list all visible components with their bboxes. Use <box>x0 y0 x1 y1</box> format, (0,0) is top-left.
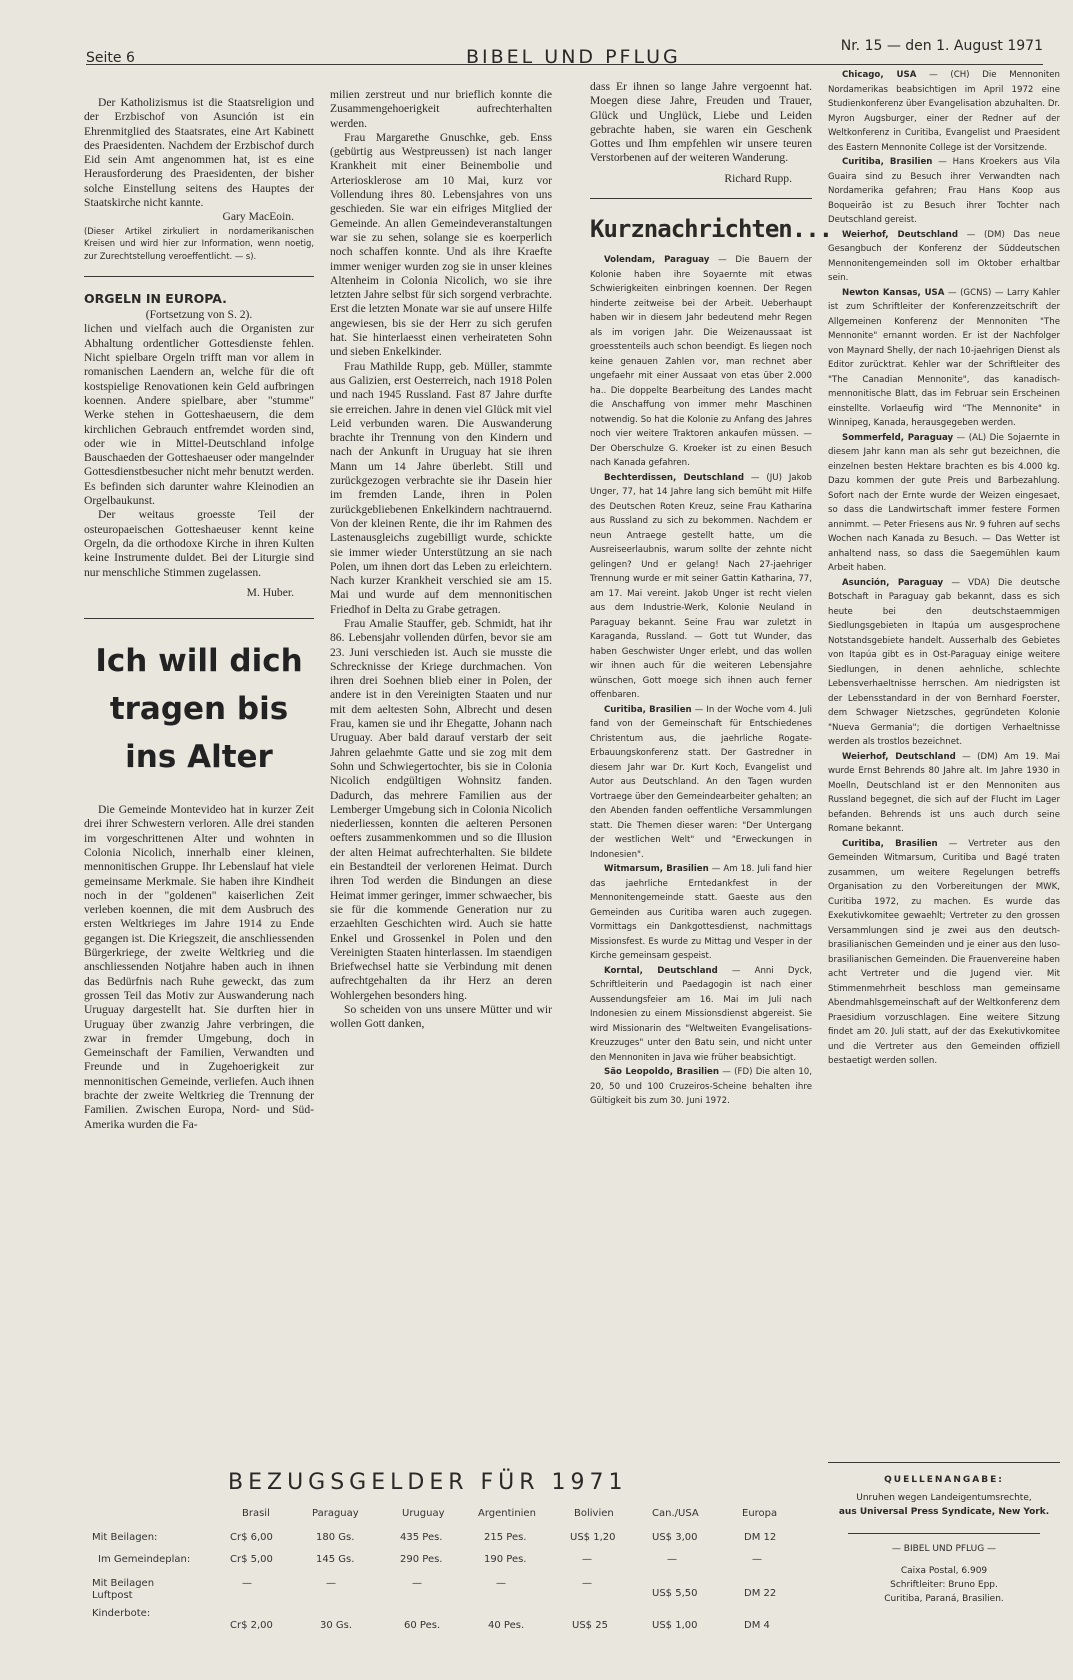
news-dateline: Weierhof, Deutschland <box>842 229 959 240</box>
divider <box>84 276 314 277</box>
headline <box>84 637 314 781</box>
article-signature: Gary MacEoin. <box>222 210 294 224</box>
fees-cell: Cr$ 2,00 <box>230 1620 273 1631</box>
news-dateline: Witmarsum, Brasilien <box>604 864 709 875</box>
news-dateline: Curitiba, Brasilien <box>842 157 933 167</box>
divider <box>590 198 812 199</box>
news-dateline: Bechterdissen, Deutschland <box>604 472 744 483</box>
fees-col-header: Can./USA <box>652 1508 699 1519</box>
fees-col-header: Paraguay <box>312 1508 359 1519</box>
news-item: São Leopoldo, Brasilien — (FD) Die alten 10, 20, 50 und 100 Cruzeiros-Scheine behalten ihre Gültigkeit bis zum 30. Juni 1972. <box>590 1067 812 1107</box>
fees-cell: US$ 25 <box>572 1620 608 1631</box>
fees-row-label: Kinderbote: <box>92 1608 151 1619</box>
news-item: Asunción, Paraguay — VDA) Die deutsche Botschaft in Paraguay gab bekannt, dass es sich heute bei den deutschstaemmigen Siedlungsgebieten in Itapúa um ausgesprochene Notstandsgebiete handelt. Ausserhalb des Gebietes von Itapúa gibt es in Ost-Paraguay einige weitere Siedlungen, in denen aehnliche, schlechte Lebensverhaeltnisse herrschen. Am niedrigsten ist der Lebensstandard in der von Bernhard Foerster, dem Schwager Nietzsches, gegründeten Kolonie "Nueva Germania"; die dortigen Verhaeltnisse werden als trostlos bezeichnet. <box>828 577 1060 747</box>
news-dateline: Curitiba, Brasilien <box>604 704 692 715</box>
article-text: So scheiden von uns unsere Mütter und wir wollen Gott danken, <box>330 1003 552 1031</box>
fees-col-header: Argentinien <box>478 1508 536 1519</box>
fees-cell: 435 Pes. <box>400 1532 443 1543</box>
news-item: Korntal, Deutschland — Anni Dyck, Schriftleiterin und Paedagogin ist nach einer Aussendungsfeier am 16. Mai im Juli nach Indonesien zu einem Missionsdienst abgereist. Sie wird Missionarin des "Weltweiten Evangelisations-Kreuzzuges" unter den Batu sein, und nicht unter den Mennoniten in Java wie früher beabsichtigt. <box>590 965 812 1063</box>
news-item: Witmarsum, Brasilien — Am 18. Juli fand hier das jaehrliche Erntedankfest in der Mennonitengemeinde statt. Gaeste aus den Gemeinden aus Curitiba waren auch zugegen. Vormittags ein Dankgottesdienst, nachmittags Missionsfest. Es wurde zu Mittag und Vesper in der Kirche gemeinsam gespeist. <box>590 864 812 962</box>
news-dateline: Volendam, Paraguay <box>604 255 710 266</box>
fees-col-header: Europa <box>742 1508 778 1519</box>
column-2 <box>330 88 552 1032</box>
article-signature: M. Huber. <box>246 585 294 599</box>
news-item: Curitiba, Brasilien — In der Woche vom 4. Juli fand von der Gemeinschaft für Entschiedenes Christentum aus, die jaehrliche Rogate-Erbauungskonferenz statt. Der Gastredner in diesem Jahr war Dr. Kurt Koch, Evangelist und Autor aus Deutschland. An den Tagen wurden Vortraege über den Gemeindearbeiter gehalten; an den Abenden fanden oeffentliche Versammlungen statt. Die Themen dieser waren: "Der Untergang der westlichen Welt" und "Erweckungen in Indonesien". <box>590 704 813 860</box>
news-dateline: Curitiba, Brasilien <box>842 838 938 849</box>
news-dateline: São Leopoldo, Brasilien <box>604 1067 719 1078</box>
fees-cell: US$ 1,00 <box>652 1620 698 1631</box>
fees-cell: — <box>582 1578 592 1589</box>
fees-cell: — <box>667 1554 677 1565</box>
page-number: Seite 6 <box>86 50 135 66</box>
fees-cell: US$ 1,20 <box>570 1532 616 1543</box>
article-text: Der weitaus groesste Teil der osteuropaeischen Gotteshaeuser kennt keine Orgeln, da die orthodoxe Kirche in ihren Kulten keine Instrumente duldet. Bei der Liturgie sind nur menschliche Stimmen zugelassen. <box>84 508 314 579</box>
source-text: aus Universal Press Syndicate, New York. <box>838 1507 1050 1517</box>
publisher-name: — BIBEL UND PFLUG — <box>891 1544 997 1554</box>
news-item: Chicago, USA — (CH) Die Mennoniten Nordamerikas beabsichtigen im April 1972 eine Studienkonferenz über Evangelisation abzuhalten. Dr. Myron Augsburger, einer der Redner auf der Weltkonferenz in Curitiba, Evangelist und Praesident des Eastern Mennonite College ist der Vorsitzende. <box>828 70 1060 153</box>
publisher-address: Caixa Postal, 6.909 <box>900 1566 988 1576</box>
section-heading: ORGELN IN EUROPA. <box>84 291 227 307</box>
news-item: Sommerfeld, Paraguay — (AL) Die Sojaernte in diesem Jahr kann man als sehr gut bezeichnen, die einzelnen besten Hektare brachten es bis 4.000 kg. Dazu kommen der gute Preis und Barbezahlung. Sofort nach der Ernte wurde der Weizen eingesaet, so dass die Landwirtschaft immer festere Formen annimmt. — Peter Friesens aus Nr. 9 fuhren auf sechs Wochen nach Kanada zu Besuch. — Das Wetter ist anhaltend nass, so dass die Saegemühlen kaum Arbeit haben. <box>828 432 1060 573</box>
header-rule <box>86 64 1043 65</box>
divider <box>828 1462 1060 1463</box>
news-dateline: Sommerfeld, Paraguay <box>842 432 954 443</box>
news-item: Volendam, Paraguay — Die Bauern der Kolonie haben ihre Soyaernte mit etwas Schwierigkeiten einbringen koennen. Der Regen hinderte zeitweise bei der Arbeit. Ueberhaupt haben wir in diesem Jahr bedeutend mehr Regen als im vorigen Jahr. Die Weizenaussaat ist groesstenteils auch schon beendigt. Es liegen noch keine genauen Zahlen vor, man rechnet aber ungefaehr mit einer Aussaat von etas über 2.000 ha.. Die doppelte Bearbeitung des Landes macht die Anschaffung von immer mehr Maschinen notwendig. So hat die Kolonie zu Anfang des Jahres noch vier weitere Traktoren ankaufen müssen. — Der Oberschulze G. Kroeker ist zu einen Besuch nach Kanada gefahren. <box>590 255 813 469</box>
fees-cell: 290 Pes. <box>400 1554 443 1565</box>
article-note: (Dieser Artikel zirkuliert in nordamerikanischen Kreisen und wird hier zur Information, wenn noetig, zur Zurechtstellung veroeffentlicht. — s). <box>84 225 314 261</box>
article-text: Die Gemeinde Montevideo hat in kurzer Zeit drei ihrer Schwestern verloren. Alle drei standen im vorgeschrittenen Alter und wohnten in Colonia Nicolich, innerhalb einer kleinen, mennonitischen Gruppe. Ihr Lebenslauf hat viele gemeinsame Merkmale. Sie haben ihre Kindheit noch in der "goldenen" kaiserlichen Zeit verleben koennen, die mit dem Ausbruch des ersten Weltkrieges im Jahre 1914 zu Ende gegangen ist. Die Kriegszeit, die anschliessenden Bürgerkriege, der zweite Weltkrieg und die anschliessenden Notjahre haben auch in ihnen das Bedürfnis nach Ruhe geweckt, das zum grossen Teil das Motiv zur Auswanderung nach Uruguay dargestellt hat. Sie durften hier in Uruguay über zwanzig Jahre verbringen, die zwar in fremder Umgebung, doch in Gemeinschaft der Familien, Verwandten und Freunde und in Zugehoerigkeit zur mennonitischen Gemeinde, verliefen. Auch ihnen brachte der zweite Weltkrieg die Trennung der Familien. Zwischen Europa, Nord- und Süd-Amerika wurden die Fa- <box>84 803 314 1131</box>
fees-cell: 145 Gs. <box>316 1554 355 1565</box>
news-item: Weierhof, Deutschland — (DM) Am 19. Mai wurde Ernst Behrends 80 Jahre alt. Im Jahre 1930 in Moelln, Deutschland ist er den Mennoniten aus Russland begegnet, die sich auf der Flucht im Lager befanden. Behrends ist uns auch durch seine Romane bekannt. <box>828 751 1060 834</box>
news-dateline: Asunción, Paraguay <box>842 577 944 588</box>
fees-cell: 30 Gs. <box>320 1620 353 1631</box>
fees-cell: — <box>582 1554 592 1565</box>
fees-cell: — <box>752 1554 762 1565</box>
article-text: Frau Amalie Stauffer, geb. Schmidt, hat ihr 86. Lebensjahr vollenden dürfen, bevor sie am 23. Juni verschieden ist. Auch sie musste die Schrecknisse der Kriege durchmachen. Von ihren drei Soehnen blieb einer in Polen, der andere ist in den Vereinigten Staaten und nur mit dem aeltesten Sohn, Albrecht und desen Frau, kamen sie und ihr Ehegatte, Johann nach Uruguay. Aber bald darauf verstarb der seit Jahren gelaehmte Gatte und sie zog mit dem Sohn und Schwiegertochter, bis sie in Colonia Nicolich endgültigen Wohnsitz fanden. Dadurch, das mehrere Familien aus der Lemberger Umgebung sich in Colonia Nicolich niederliessen, konnten die aelteren Personen oefters zusammenkommen und so die Illusion der alten Heimat aufrechterhalten. Sie bildete ein Bestandteil der verlorenen Heimat. Durch ihren Tod werden die Bindungen an diese Heimat immer geringer, immer schwaecher, bis sie für die kommende Generation nur zu erzaehlten Geschichten wird. Auch sie hatte Enkel und Grossenkel in Polen und den Vereinigten Staaten hinterlassen. Im staendigen Briefwechsel hatte sie Verbindung mit denen aufrechtgehalten da ihr Herz an deren Wohlergehen besonders hing. <box>330 616 552 1002</box>
article-signature: Richard Rupp. <box>724 171 792 185</box>
headline-line: ins Alter <box>125 739 273 776</box>
headline-line: tragen bis <box>109 691 289 728</box>
fees-row-label: Mit Beilagen Luftpost <box>92 1578 155 1601</box>
divider <box>848 1533 1040 1534</box>
fees-col-header: Bolivien <box>574 1508 614 1519</box>
fees-cell: Cr$ 6,00 <box>230 1532 273 1543</box>
fees-row-label: Im Gemeindeplan: <box>98 1554 191 1565</box>
fees-cell: DM 4 <box>744 1620 770 1631</box>
fees-cell: US$ 3,00 <box>652 1532 698 1543</box>
article-text: Frau Margarethe Gnuschke, geb. Enss (gebürtig aus Westpreussen) ist nach langer Krankheit mit einer Beinembolie und Arteriosklerose am 10 Mai, kurz vor Vollendung ihres 80. Lebensjahres von uns geschieden. Sie war ein eifriges Mitglied der Gemeinde. An allen Gemeindeveranstaltungen war sie zu sehen, solange sie es koerperlich noch schaffen konnte. Und als ihre Kraefte immer weniger wurden zog sie in unser kleines Altenheim in Colonia Nicolich, wo sie ihre letzten Jahre selbst für sich sorgend verbrachte. Erst die letzten Monate war sie auf unsere Hilfe angewiesen, bis sie der Herr zu sich gerufen hat. Sie hinterlaesst einen verheirateten Sohn und sieben Enkelkinder. <box>330 130 552 359</box>
fees-col-header: Brasil <box>242 1508 270 1519</box>
divider <box>84 618 314 619</box>
column-1 <box>84 96 314 1132</box>
news-item: Weierhof, Deutschland — (DM) Das neue Gesangbuch der Konferenz der Süddeutschen Mennonitengemeinden soll im Oktober erhaltbar sein. <box>828 229 1061 283</box>
news-item: Curitiba, Brasilien — Hans Kroekers aus Vila Guaira sind zu Besuch ihrer Verwandten nach Nordamerika gefahren; Frau Hans Koop aus Boqueirão ist zu Besuch ihrer Tochter nach Deutschland gereist. <box>828 157 1061 225</box>
fees-title: BEZUGSGELDER FÜR 1971 <box>228 1470 628 1495</box>
article-text: Frau Mathilde Rupp, geb. Müller, stammte aus Galizien, erst Oesterreich, nach 1918 Polen und nach 1945 Russland. Fast 87 Jahre durfte sie erreichen. Jahre in denen viel Glück mit viel Leid verbunden waren. Die Auswanderung brachte ihr Trennung von den Kindern und nach der Ankunft in Uruguay hat sie ihren Mann um 14 Jahre überlebt. Still und zurückgezogen verbrachte sie ihr Dasein hier im fremden Lande, ihren in Polen zurückgebliebenen Enkelkindern nachtrauernd. Von der kleinen Rente, die ihr im Rahmen des Lastenausgleichs zugebilligt wurde, schickte sie immer wieder Unterstützung an sie nach Polen, um ihnen dort das Leben zu erleichtern. Nach kurzer Krankheit verschied sie am 15. Mai und wurde auf dem mennonitischen Friedhof in Delta zu Grabe getragen. <box>330 359 552 616</box>
article-text: Der Katholizismus ist die Staatsreligion und der Erzbischof von Asunción ist ein Ehrenmitglied des Staatsrates, eine Art Kabinett des Praesidenten. Nachdem der Erzbischof durch Eid sein Amt angenommen hat, ist es eine Herausforderung des Praesidenten, der bisher solche Einstellung seitens des Hauptes der Staatskirche nicht kannte. <box>84 96 314 210</box>
publisher-editor: Schriftleiter: Bruno Epp. <box>890 1580 998 1590</box>
issue-date: Nr. 15 — den 1. August 1971 <box>840 38 1043 54</box>
fees-cell: 60 Pes. <box>404 1620 441 1631</box>
news-item: Curitiba, Brasilien — Vertreter aus den Gemeinden Witmarsum, Curitiba und Bagé traten zusammen, um weitere Regelungen betreffs Organisation zu den Vorbereitungen der MWK, Curitiba 1972, zu machen. Es wurde das Exekutivkomitee gewaehlt; Vertreter zu den grossen Versammlungen sind je zwei aus den deutsch-brasilianischen Gemeinden und je einer aus den luso-brasilianischen Gemeinden. Die Frauenvereine haben acht Vertreter und die Jugend vier. Mit Stimmenmehrheit beschloss man gemeinsame Abendmahlsgemeinschaft auf der Weltkonferenz dem Praesidium vorzuschlagen. Eine weitere Sitzung findet am 20. Juli statt, auf der das Exekutivkomitee und die Vertreter aus den Gemeinden offiziell bestaetigt werden sollen. <box>828 838 1061 1066</box>
fees-cell: 190 Pes. <box>484 1554 527 1565</box>
news-dateline: Newton Kansas, USA <box>842 287 945 298</box>
continuation-note: (Fortsetzung von S. 2). <box>145 308 253 322</box>
fees-cell: 180 Gs. <box>316 1532 355 1543</box>
article-text: milien zerstreut und nur brieflich konnte die Zusammengehoerigkeit aufrechterhalten werden. <box>330 88 552 130</box>
fees-cell: 40 Pes. <box>488 1620 525 1631</box>
article-text: lichen und vielfach auch die Organisten zur Abhaltung ordentlicher Gottesdienste fehlen. Nicht spielbare Orgeln trifft man vor allem in romanischen Laendern an, welche für die oft kostspielige Renovationen kein Geld aufbringen koennen. Andere spielbare, aber "stumme" Werke stehen in Gotteshaeusern, die dem kirchlichen Gebrauch entfremdet worden sind, oder wie in Mittel-Deutschland infolge Bauschaeden der Gotteshaeuser oder mangelnder Gottesdienstbesucher nicht mehr benutzt werden. Es befinden sich darunter wahre Kleinodien an Orgelbaukunst. <box>84 322 314 508</box>
fees-cell: DM 22 <box>744 1588 777 1599</box>
fees-row-label: Mit Beilagen: <box>92 1532 158 1543</box>
publisher-city: Curitiba, Paraná, Brasilien. <box>884 1594 1004 1604</box>
source-box <box>828 1462 1060 1606</box>
fees-cell: — <box>326 1578 336 1589</box>
headline-line: Ich will dich <box>95 643 303 680</box>
fees-cell: 215 Pes. <box>484 1532 527 1543</box>
fees-cell: — <box>412 1578 422 1589</box>
fees-cell: — <box>496 1578 506 1589</box>
source-heading: QUELLENANGABE: <box>884 1475 1004 1485</box>
masthead-title: BIBEL UND PFLUG <box>466 46 681 68</box>
news-dateline: Korntal, Deutschland <box>604 965 718 976</box>
news-dateline: Chicago, USA <box>842 70 917 80</box>
fees-cell: DM 12 <box>744 1532 777 1543</box>
fees-cell: Cr$ 5,00 <box>230 1554 273 1565</box>
column-4 <box>828 68 1060 1069</box>
news-dateline: Weierhof, Deutschland <box>842 751 956 762</box>
news-item: Newton Kansas, USA — (GCNS) — Larry Kahler ist zum Schriftleiter der Konferenzzeitschrift der Allgemeinen Konferenz der Mennoniten "The Mennonite" ernannt worden. Er ist der Nachfolger von Maynard Shelly, der nach 10-jaehrigen Dienst als Editor zurücktrat. Kehler war der Schriftleiter des "The Canadian Mennonite", das kanadisch-mennonitische Blatt, das im Februar sein Erscheinen einstellte. Vorlaeufig wird "The Mennonite" in Winnipeg, Kanada, herausgegeben werden. <box>828 287 1061 428</box>
fees-cell: US$ 5,50 <box>652 1588 698 1599</box>
fees-col-header: Uruguay <box>402 1508 445 1519</box>
column-3 <box>590 80 833 1109</box>
section-headline: Kurznachrichten... <box>590 215 833 244</box>
source-text: Unruhen wegen Landeigentumsrechte, <box>856 1493 1032 1503</box>
article-text: dass Er ihnen so lange Jahre vergoennt hat. Moegen diese Jahre, Freuden und Trauer, Glück und Unglück, Liebe und Leiden gebrachte haben, sie waren ein Geschenk Gottes und Ihm empfehlen wir unsere teuren Verstorbenen auf der weiteren Wanderung. <box>590 80 812 165</box>
fees-cell: — <box>242 1578 252 1589</box>
news-item: Bechterdissen, Deutschland — (JU) Jakob Unger, 77, hat 14 Jahre lang sich bemüht mit Hilfe des Deutschen Roten Kreuz, seine Frau Katharina aus Russland zu sich zu bekommen. Nachdem er neun Antraege gestellt hatte, um die Ausreiseerlaubnis, warum sollte der zehnte nicht gelingen? Und er gelang! Nach 27-jaehriger Trennung wurde er mit seiner Gattin Katharina, 77, am 17. Mai vereint. Jakob Unger ist recht vielen aus dem Industrie-Werk, Kolonie Neuland in Paraguay bekannt. Seine Frau war zuletzt in Karaganda, Russland. — Gott tut Wunder, das haben Geschwister Unger erlebt, und das wollen wir ihnen auch für die weiteren Lebensjahre wünschen, Gott moege sich ihnen auch ferner offenbaren. <box>590 472 813 701</box>
